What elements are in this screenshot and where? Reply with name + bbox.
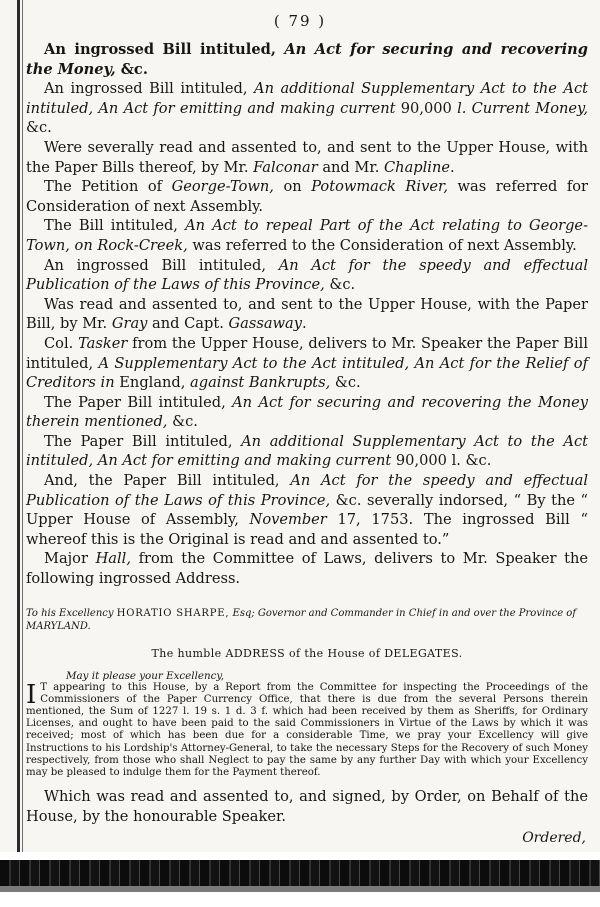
paragraph-12: Major Hall, from the Committee of Laws, delivers to Mr. Speaker the following ingrossed Address. xyxy=(26,550,589,588)
paragraph-2: An ingrossed Bill intituled, An additional Supplementary Act to the Act intituled, An Act for emitting and making current 90,000 l. Current Money, &c. xyxy=(26,80,588,137)
paragraph-8: Col. Tasker from the Upper House, delivers to Mr. Speaker the Paper Bill intituled, A Supplementary Act to the Act intituled, An Act for the Relief of Creditors in England, against Bankrupts, &c. xyxy=(26,334,589,392)
paragraph-4: The Petition of George-Town, on Potowmack River, was referred for Consideration of next Assembly. xyxy=(26,178,588,215)
paragraph-9: The Paper Bill intituled, An Act for securing and recovering the Money therein mentioned, &c. xyxy=(26,393,588,431)
paragraph-1: An ingrossed Bill intituled, An Act for securing and recovering the Money, &c. xyxy=(26,41,588,78)
page-binding-shadow xyxy=(22,0,23,852)
paragraph-7: Was read and assented to, and sent to the Upper House, with the Paper Bill, by Mr. Gray and Capt. Gassaway. xyxy=(26,295,588,333)
page-binding-edge xyxy=(17,0,20,852)
paragraph-5: The Bill intituled, An Act to repeal Part of the Act relating to George-Town, on Rock-Creek, was referred to the Consideration of next Assembly. xyxy=(26,217,588,254)
address-body: I T appearing to this House, by a Report from the Committee for inspecting the Proceedings of the Commissioners of the Paper Currency Office, that there is due from the several Persons therein mentioned, the Sum of 1227 l. 19 s. 1 d. 3 f. which had been received by them as Sheriffs, for Ordinary Licenses, and ought to have been paid to the said Commissioners in Virtue of the Laws by which it was received; most of which has been due for a considerable Time, we pray your Excellency will give Instructions to his Lordship's Attorney-General, to take the necessary Steps for the Recovery of such Money respectively, from those who shall Neglect to pay the same by any further Day with which your Excellency may be pleased to indulge them for the Payment thereof. xyxy=(26,679,588,779)
address-salutation: May it please your Excellency, xyxy=(66,669,225,682)
scan-grey-band xyxy=(0,886,600,892)
paragraph-6: An ingrossed Bill intituled, An Act for the speedy and effectual Publication of the Laws of this Province, &c. xyxy=(26,256,589,294)
page-number: ( 79 ) xyxy=(273,12,327,30)
scan-dark-band xyxy=(0,860,600,886)
catchword: Ordered, xyxy=(522,830,586,847)
address-recipient: To his Excellency HORATIO SHARPE, Esq; Governor and Commander in Chief in and over the Province of MARYLAND. xyxy=(26,607,577,632)
paragraph-3: Were severally read and assented to, and sent to the Upper House, with the Paper Bills thereof, by Mr. Falconar and Mr. Chapline. xyxy=(26,138,588,176)
paragraph-11: And, the Paper Bill intituled, An Act for the speedy and effectual Publication of the Laws of this Province, &c. severally indorsed, “ By the “ Upper House of Assembly, November 17, 1753. The ingrossed Bill “ whereof this is the Original is read and and assented to.” xyxy=(26,472,589,548)
body-text xyxy=(26,40,588,846)
drop-cap: I xyxy=(26,679,37,710)
paragraph-10: The Paper Bill intituled, An additional Supplementary Act to the Act intituled, An Act for emitting and making current 90,000 l. &c. xyxy=(26,432,588,470)
address-title: The humble ADDRESS of the House of DELEGATES. xyxy=(151,646,463,660)
closing-paragraph: Which was read and assented to, and signed, by Order, on Behalf of the House, by the honourable Speaker. xyxy=(26,788,588,825)
